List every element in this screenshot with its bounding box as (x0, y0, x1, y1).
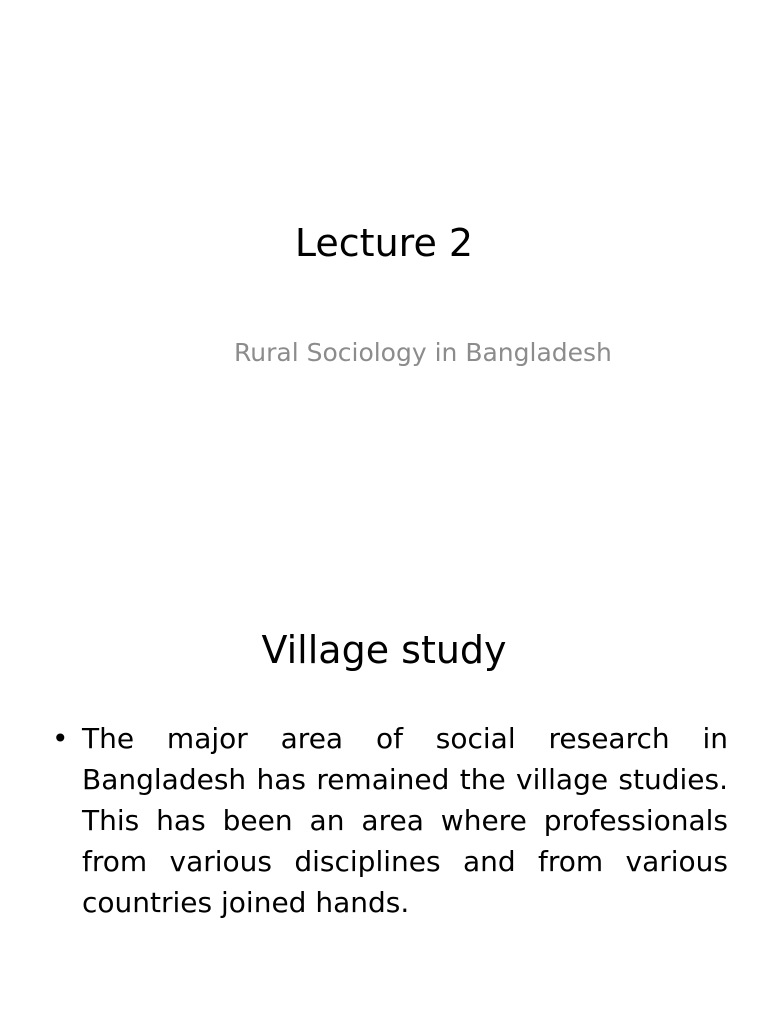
slide-village-study (0, 512, 768, 1024)
bullet-item (52, 718, 728, 923)
slide-subtitle: Rural Sociology in Bangladesh (234, 338, 612, 367)
bullet-dot-icon: • (52, 722, 69, 755)
slide-title: Village study (261, 628, 507, 672)
bullet-text: The major area of social research in Bangladesh has remained the village studies. This has been an area where professionals from various disciplines and from various countries joined hands. (82, 722, 728, 919)
slide-title: Lecture 2 (294, 221, 474, 265)
bullet-list (52, 718, 728, 923)
